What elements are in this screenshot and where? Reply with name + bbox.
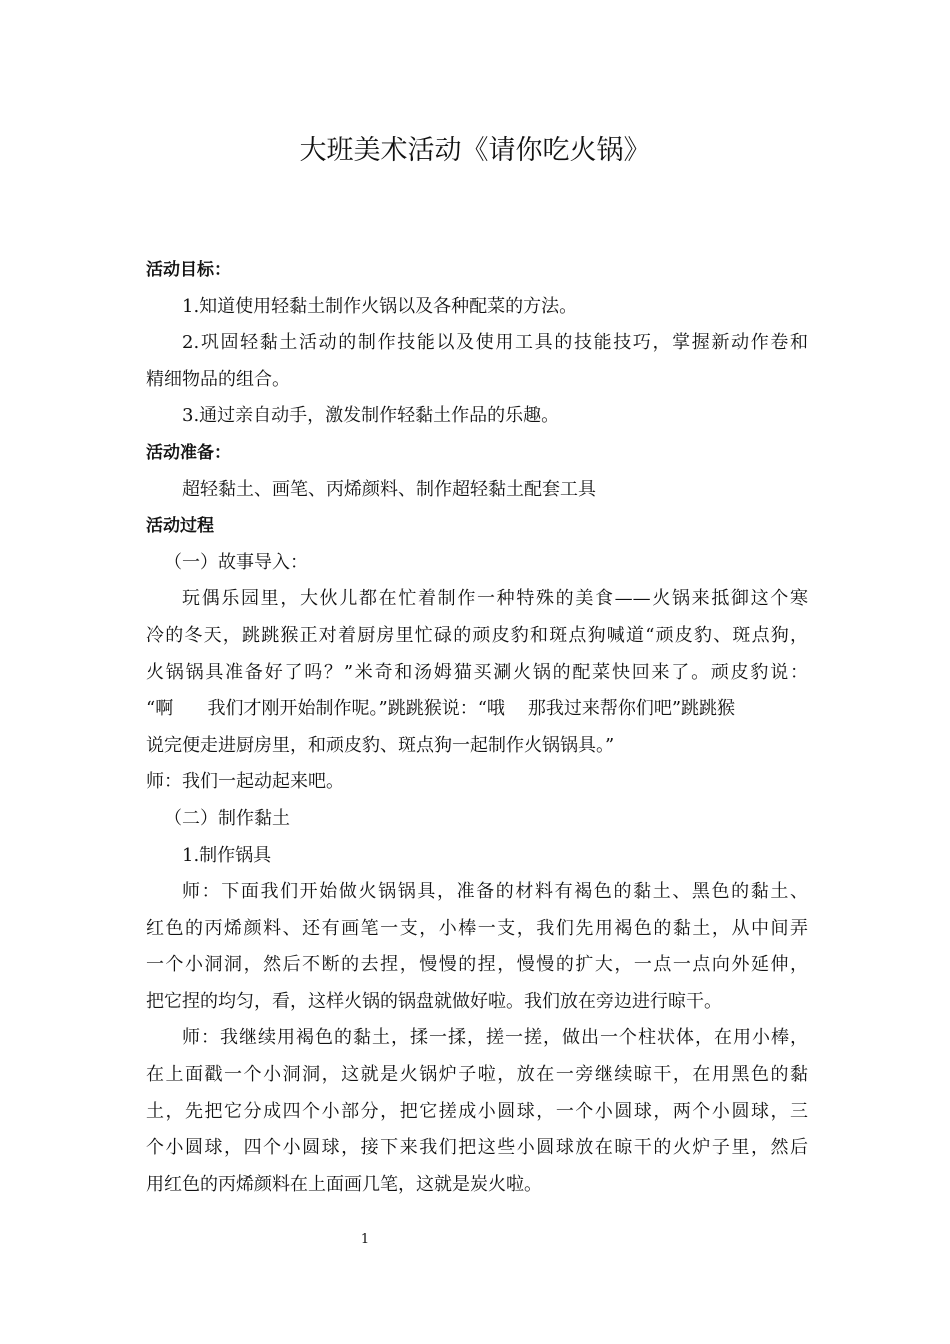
document-body bbox=[146, 252, 808, 1203]
cookware-line-1: 师：下面我们开始做火锅锅具，准备的材料有褐色的黏土、黑色的黏土、 bbox=[182, 881, 808, 903]
goal-item-3: 3.通过亲自动手，激发制作轻黏土作品的乐趣。 bbox=[182, 405, 560, 427]
section-heading-preparation: 活动准备： bbox=[146, 442, 231, 463]
stove-line-4: 个小圆球，四个小圆球，接下来我们把这些小圆球放在晾干的火炉子里，然后 bbox=[146, 1137, 808, 1159]
cookware-line-4: 把它捏的均匀，看，这样火锅的锅盘就做好啦。我们放在旁边进行晾干。 bbox=[146, 990, 722, 1012]
story-line-2: 冷的冬天，跳跳猴正对着厨房里忙碌的顽皮豹和斑点狗喊道“顽皮豹、斑点狗， bbox=[146, 624, 808, 646]
goal-item-1: 1.知道使用轻黏土制作火锅以及各种配菜的方法。 bbox=[182, 295, 578, 317]
goal-item-2: 2.巩固轻黏土活动的制作技能以及使用工具的技能技巧，掌握新动作卷和 bbox=[182, 332, 808, 354]
document-title: 大班美术活动《请你吃火锅》 bbox=[299, 135, 651, 166]
step-heading-cookware: 1.制作锅具 bbox=[182, 844, 272, 866]
stove-line-3: 土，先把它分成四个小部分，把它搓成小圆球，一个小圆球，两个小圆球，三 bbox=[146, 1100, 808, 1122]
story-line-3: 火锅锅具准备好了吗？”米奇和汤姆猫买涮火锅的配菜快回来了。顽皮豹说： bbox=[146, 661, 808, 683]
preparation-materials: 超轻黏土、画笔、丙烯颜料、制作超轻黏土配套工具 bbox=[182, 478, 596, 500]
section-heading-goals: 活动目标： bbox=[146, 260, 231, 280]
cookware-line-3: 一个小洞洞，然后不断的去捏，慢慢的捏，慢慢的扩大，一点一点向外延伸， bbox=[146, 954, 808, 976]
subsection-story-intro: （一）故事导入： bbox=[164, 551, 308, 573]
stove-line-1: 师：我继续用褐色的黏土，揉一揉，搓一搓，做出一个柱状体，在用小棒， bbox=[182, 1027, 808, 1049]
teacher-line-start: 师：我们一起动起来吧。 bbox=[146, 771, 344, 793]
story-line-4: “啊 我们才刚开始制作呢。”跳跳猴说：“哦 那我过来帮你们吧”跳跳猴 bbox=[146, 698, 736, 720]
story-line-1: 玩偶乐园里，大伙儿都在忙着制作一种特殊的美食——火锅来抵御这个寒 bbox=[182, 588, 808, 610]
stove-line-5: 用红色的丙烯颜料在上面画几笔，这就是炭火啦。 bbox=[146, 1173, 542, 1195]
subsection-clay-making: （二）制作黏土 bbox=[164, 807, 290, 829]
stove-line-2: 在上面戳一个小洞洞，这就是火锅炉子啦，放在一旁继续晾干，在用黑色的黏 bbox=[146, 1064, 808, 1086]
section-heading-process: 活动过程 bbox=[146, 516, 214, 537]
cookware-line-2: 红色的丙烯颜料、还有画笔一支，小棒一支，我们先用褐色的黏土，从中间弄 bbox=[146, 917, 808, 939]
story-line-5: 说完便走进厨房里，和顽皮豹、斑点狗一起制作火锅锅具。” bbox=[146, 734, 615, 756]
goal-item-2-continued: 精细物品的组合。 bbox=[146, 368, 290, 390]
page-number: 1 bbox=[360, 1232, 370, 1247]
